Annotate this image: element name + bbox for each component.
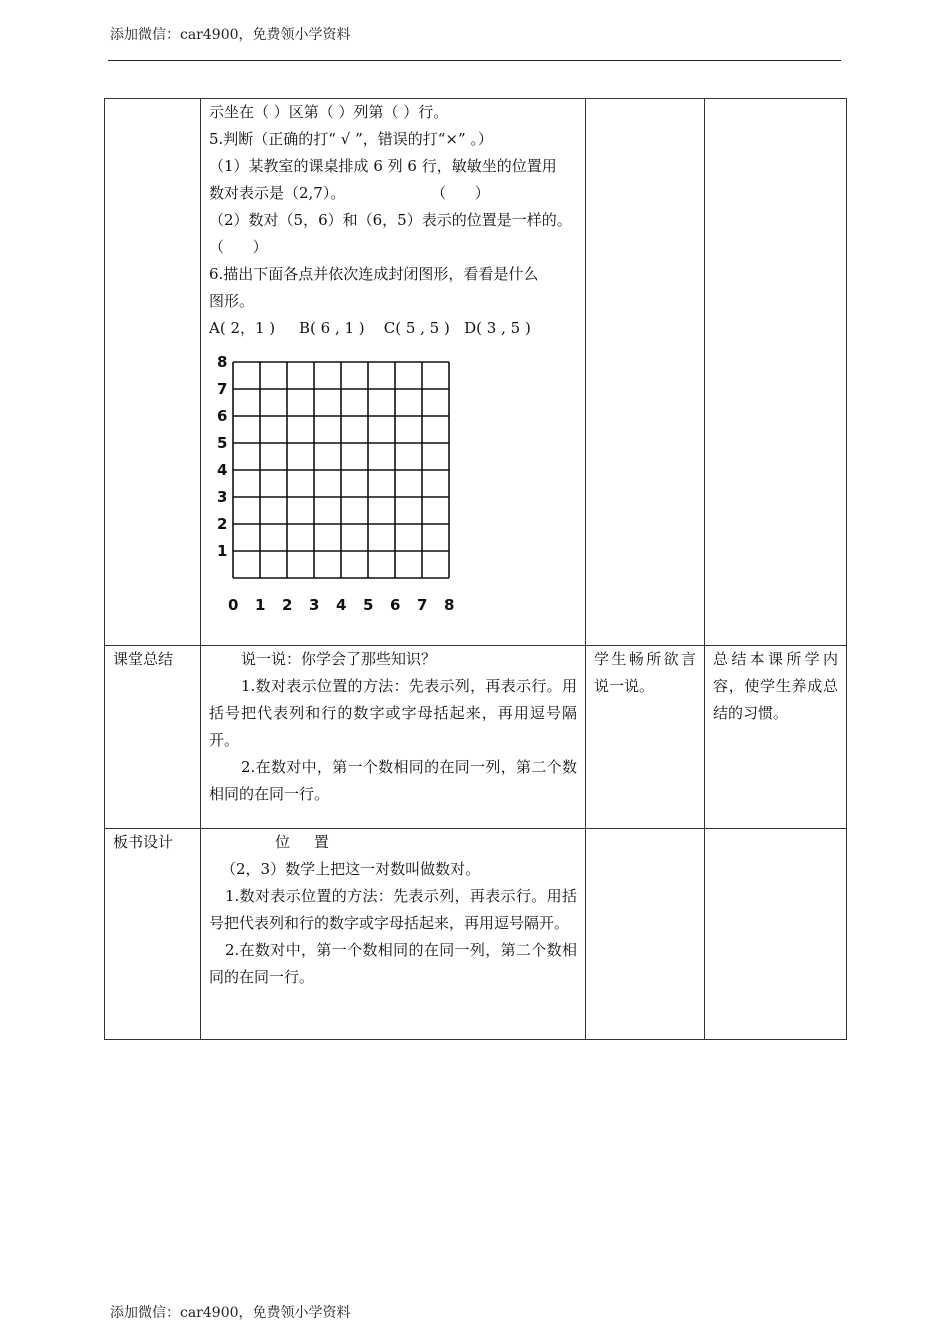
exercise-label-cell [105, 99, 201, 646]
grid-x-label: 4 [336, 596, 347, 614]
question-5-title: 5.判断（正确的打“ √ ”，错误的打“×” 。） [209, 130, 493, 148]
summary-student-activity: 学生畅所欲言说一说。 [586, 646, 705, 829]
exercise-content-cell [201, 99, 586, 646]
grid-x-label: 2 [282, 596, 293, 614]
grid-x-label: 6 [390, 596, 401, 614]
board-point-1: 1.数对表示位置的方法：先表示列，再表示行。用括号把代表列和行的数字或字母括起来，再用逗号隔开。 [209, 887, 577, 932]
summary-intro: 说一说：你学会了那些知识？ [241, 650, 437, 668]
question-5-2-line2: （ ） [209, 238, 268, 256]
grid-x-label: 7 [417, 596, 428, 614]
grid-y-label: 6 [217, 407, 228, 425]
exercise-student-cell [586, 99, 705, 646]
question-5-1-line2: 数对表示是（2,7）。 （ ） [209, 184, 490, 202]
question-5-1-line1: （1）某教室的课桌排成 6 列 6 行，敏敏坐的位置用 [209, 157, 557, 175]
summary-point-1: 1.数对表示位置的方法：先表示列，再表示行。用括号把代表列和行的数字或字母括起来，再用逗号隔开。 [209, 677, 577, 749]
board-purpose-cell [705, 829, 847, 1040]
grid-x-label: 1 [255, 596, 266, 614]
grid-y-label: 1 [217, 542, 228, 560]
grid-y-label: 7 [217, 380, 228, 398]
grid-x-label: 8 [444, 596, 455, 614]
board-content-cell [201, 829, 586, 1040]
grid-y-labels [217, 353, 227, 560]
grid-y-label: 8 [217, 353, 228, 371]
grid-y-label: 5 [217, 434, 228, 452]
grid-x-label: 0 [228, 596, 239, 614]
header-divider [108, 60, 841, 61]
summary-label: 课堂总结 [105, 646, 201, 829]
grid-x-labels [228, 596, 454, 614]
question-6-points: A( 2，1 ) B( 6 , 1 ) C( 5 , 5 ) D( 3 , 5 ) [209, 319, 531, 337]
header-note: 添加微信：car4900，免费领小学资料 [110, 27, 351, 43]
summary-purpose: 总结本课所学内容，使学生养成总结的习惯。 [705, 646, 847, 829]
grid-y-label: 3 [217, 488, 228, 506]
board-student-cell [586, 829, 705, 1040]
coordinate-grid-svg [209, 350, 469, 614]
board-row [105, 829, 847, 1040]
question-5-2-line1: （2）数对（5，6）和（6，5）表示的位置是一样的。 [209, 211, 572, 229]
grid-y-label: 4 [217, 461, 228, 479]
board-point-2: 2.在数对中，第一个数相同的在同一列，第二个数相同的在同一行。 [209, 941, 577, 986]
footer-note: 添加微信：car4900，免费领小学资料 [110, 1305, 351, 1321]
exercise-line-continued: 示坐在（ ）区第（ ）列第（ ）行。 [209, 103, 449, 121]
question-6-line2: 图形。 [209, 292, 255, 310]
board-line-1: （2，3）数学上把这一对数叫做数对。 [221, 860, 481, 878]
summary-content-cell [201, 646, 586, 829]
board-title: 位 置 [275, 833, 329, 851]
summary-point-2: 2.在数对中，第一个数相同的在同一列，第二个数相同的在同一行。 [209, 758, 577, 803]
coordinate-grid [209, 350, 577, 614]
exercise-purpose-cell [705, 99, 847, 646]
lesson-table [104, 98, 847, 1040]
grid-y-label: 2 [217, 515, 228, 533]
exercise-row [105, 99, 847, 646]
board-label: 板书设计 [105, 829, 201, 1040]
summary-row [105, 646, 847, 829]
grid-x-label: 5 [363, 596, 374, 614]
question-6-line1: 6.描出下面各点并依次连成封闭图形，看看是什么 [209, 265, 539, 283]
grid-lines [233, 362, 449, 578]
grid-x-label: 3 [309, 596, 320, 614]
